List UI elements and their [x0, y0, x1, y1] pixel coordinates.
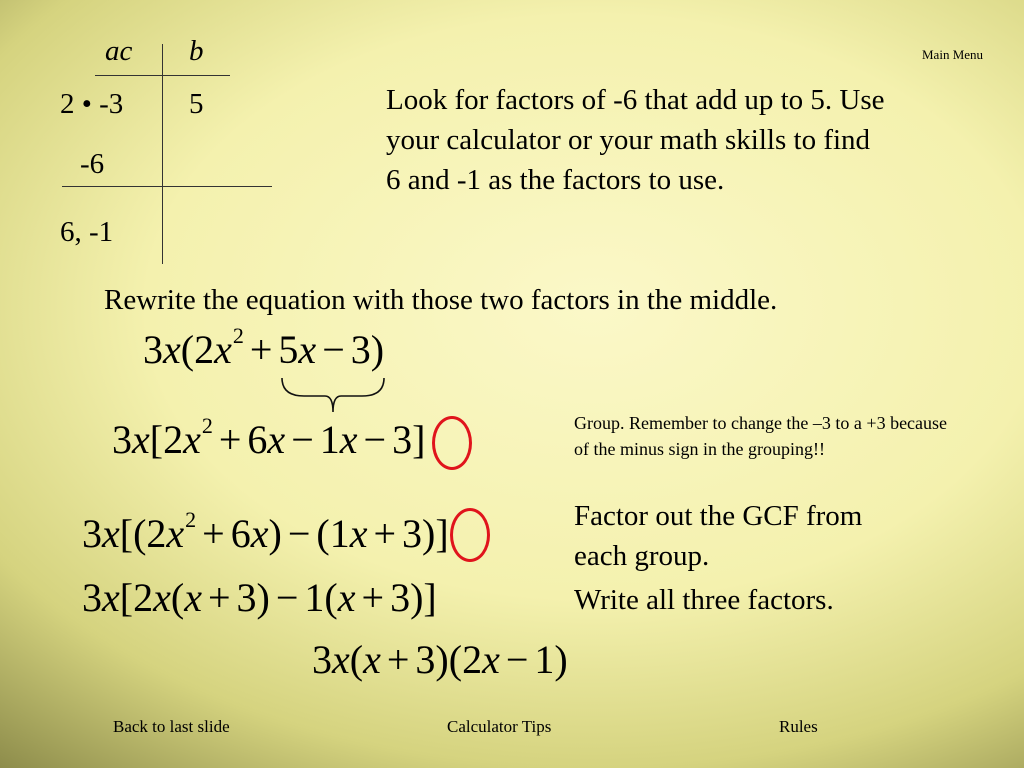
b-value: 5 — [189, 88, 204, 120]
equation-rewritten: $3x[2x^2 + 6x - 1x - 3]$ — [112, 413, 426, 462]
back-to-last-slide-link[interactable]: Back to last slide — [113, 717, 230, 736]
calculator-tips-link[interactable]: Calculator Tips — [447, 717, 552, 736]
table-vertical-line — [162, 44, 163, 264]
rewrite-instruction: Rewrite the equation with those two factors in the middle. — [104, 284, 778, 316]
ac-header: ac — [105, 35, 133, 67]
equation-grouped: $3x[(2x^2 + 6x) - (1x + 3)]$ — [82, 507, 449, 556]
main-menu-link[interactable]: Main Menu — [922, 47, 984, 62]
equation-final: 3x(x + 3)(2x − 1) — [312, 637, 568, 682]
minus-sign-highlight — [432, 416, 472, 470]
b-header: b — [189, 35, 204, 67]
equation-original: $3x(2x^2 + 5x - 3)$ — [143, 323, 385, 372]
factor-pair: 6, -1 — [60, 216, 114, 248]
ac-value: -6 — [80, 148, 105, 180]
plus-sign-highlight — [450, 508, 490, 562]
table-top-rule — [95, 75, 230, 76]
brace-icon — [278, 376, 388, 416]
rules-link[interactable]: Rules — [779, 717, 818, 736]
ac-product: 2 • -3 — [60, 88, 124, 120]
factor-gcf-instruction: Factor out the GCF from each group. — [574, 500, 863, 572]
look-for-factors-text: Look for factors of -6 that add up to 5. Use your calculator or your math skills to find 6 and -1 as the factors to use. — [386, 84, 885, 196]
group-instruction: Group. Remember to change the –3 to a +3 because of the minus sign in the grouping!! — [574, 413, 948, 459]
write-all-instruction: Write all three factors. — [574, 584, 834, 616]
equation-gcf-factored: 3x[2x(x + 3) − 1(x + 3)] — [82, 575, 437, 620]
table-middle-rule — [62, 186, 272, 187]
